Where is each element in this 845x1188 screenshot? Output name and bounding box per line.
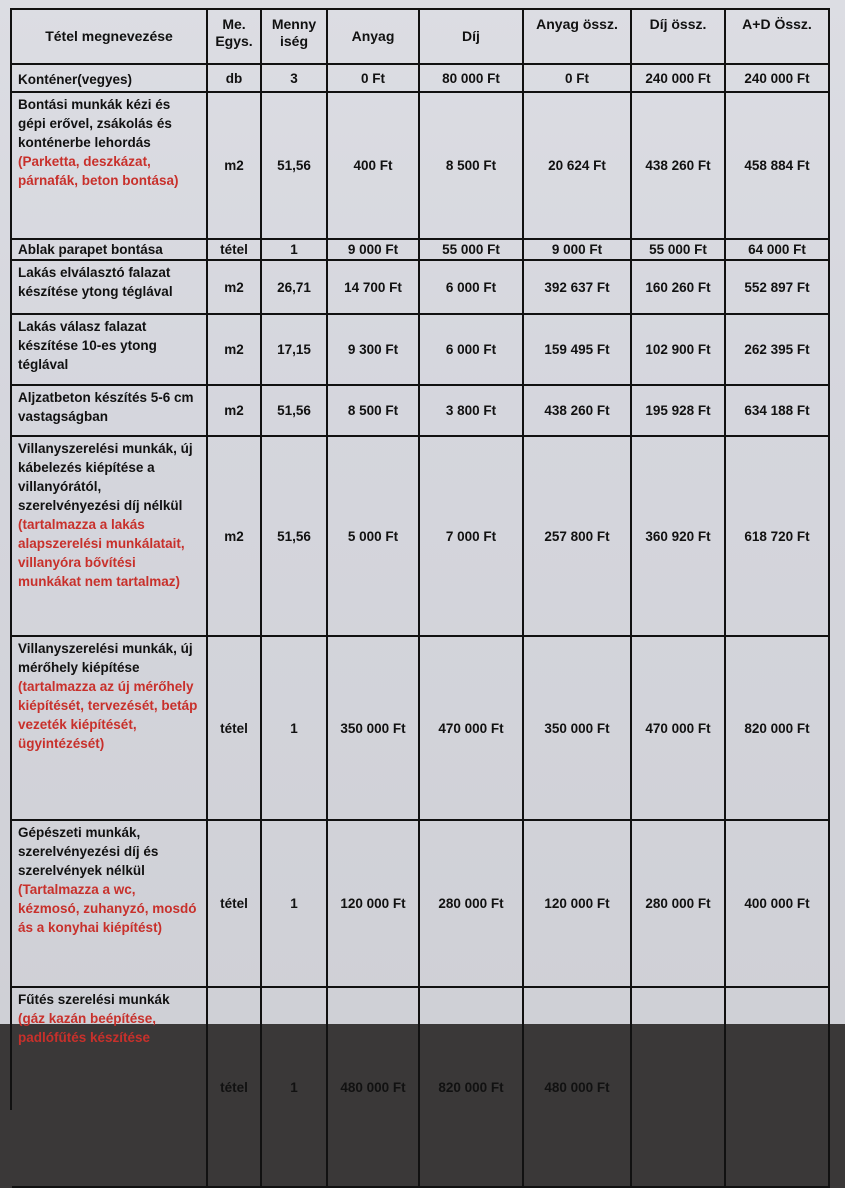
cell-qty: 51,56 [262,386,328,437]
cell-total: 262 395 Ft [726,315,830,386]
header-item: Tétel megnevezése [12,10,208,65]
cell-material-total: 438 260 Ft [524,386,632,437]
cell-fee: 3 800 Ft [420,386,524,437]
cell-unit: tétel [208,240,262,261]
item-name: Gépészeti munkák, szerelvényezési díj és szerelvények nélkül [18,825,159,878]
cell-material-total: 257 800 Ft [524,437,632,637]
cell-qty: 26,71 [262,261,328,315]
table-row-item [12,637,208,821]
cell-total [726,988,830,1188]
cell-unit: m2 [208,315,262,386]
cell-unit: m2 [208,386,262,437]
cell-total: 240 000 Ft [726,65,830,93]
item-name: Ablak parapet bontása [18,242,163,257]
cell-fee: 6 000 Ft [420,315,524,386]
cell-qty: 1 [262,988,328,1188]
cell-fee: 470 000 Ft [420,637,524,821]
header-total: A+D Össz. [726,10,830,65]
item-note: (gáz kazán beépítése, padlófűtés készítése [18,1011,157,1045]
header-fee: Díj [420,10,524,65]
cell-material-total: 480 000 Ft [524,988,632,1188]
cell-material-total: 350 000 Ft [524,637,632,821]
cell-material-total: 120 000 Ft [524,821,632,988]
cell-fee: 80 000 Ft [420,65,524,93]
cell-fee-total: 438 260 Ft [632,93,726,240]
cell-material: 14 700 Ft [328,261,420,315]
table-row-item [12,821,208,988]
cell-qty: 51,56 [262,93,328,240]
cell-fee-total: 240 000 Ft [632,65,726,93]
cell-qty: 1 [262,637,328,821]
cell-fee: 820 000 Ft [420,988,524,1188]
cell-fee: 280 000 Ft [420,821,524,988]
item-name: Bontási munkák kézi és gépi erővel, zsákolás és konténerbe lehordás [18,97,172,150]
cell-fee: 7 000 Ft [420,437,524,637]
cell-material-total: 159 495 Ft [524,315,632,386]
cell-total: 618 720 Ft [726,437,830,637]
cell-fee-total: 55 000 Ft [632,240,726,261]
cell-unit: m2 [208,437,262,637]
cell-fee: 55 000 Ft [420,240,524,261]
cell-material: 120 000 Ft [328,821,420,988]
table-row-item [12,437,208,637]
header-qty: Menny iség [262,10,328,65]
item-name: Fűtés szerelési munkák [18,992,170,1007]
cell-qty: 1 [262,240,328,261]
cell-material-total: 0 Ft [524,65,632,93]
cell-unit: m2 [208,93,262,240]
cell-fee-total: 360 920 Ft [632,437,726,637]
table-row-item [12,65,208,93]
cell-material-total: 392 637 Ft [524,261,632,315]
cell-material: 350 000 Ft [328,637,420,821]
table-row-item [12,240,208,261]
table-row-item [12,93,208,240]
cell-fee-total: 160 260 Ft [632,261,726,315]
table-row-item [12,386,208,437]
table-row-item [12,261,208,315]
cell-unit: tétel [208,637,262,821]
cell-fee: 8 500 Ft [420,93,524,240]
cell-material: 5 000 Ft [328,437,420,637]
cell-total: 552 897 Ft [726,261,830,315]
cell-qty: 17,15 [262,315,328,386]
item-name: Konténer(vegyes) [18,72,133,87]
item-name: Lakás válasz falazat készítése 10-es ytong téglával [18,319,157,372]
item-note: (Parketta, deszkázat, párnafák, beton bontása) [18,154,179,188]
cell-material: 400 Ft [328,93,420,240]
cell-fee-total: 102 900 Ft [632,315,726,386]
cell-qty: 3 [262,65,328,93]
header-material-total: Anyag össz. [524,10,632,65]
cost-table [10,8,830,1110]
cell-fee-total: 195 928 Ft [632,386,726,437]
cell-unit: tétel [208,988,262,1188]
table-row-item [12,988,208,1188]
cell-unit: m2 [208,261,262,315]
cell-total: 820 000 Ft [726,637,830,821]
header-unit: Me. Egys. [208,10,262,65]
header-fee-total: Díj össz. [632,10,726,65]
cell-total: 64 000 Ft [726,240,830,261]
header-material: Anyag [328,10,420,65]
item-note: (tartalmazza az új mérőhely kiépítését, tervezését, betáp vezeték kiépítését, ügyintézését) [18,679,198,751]
cell-material: 9 300 Ft [328,315,420,386]
cell-material: 480 000 Ft [328,988,420,1188]
cell-fee-total: 470 000 Ft [632,637,726,821]
cell-fee-total [632,988,726,1188]
cell-material: 8 500 Ft [328,386,420,437]
cell-total: 634 188 Ft [726,386,830,437]
cell-qty: 1 [262,821,328,988]
item-name: Villanyszerelési munkák, új kábelezés kiépítése a villanyórától, szerelvényezési díj nélkül [18,441,193,513]
cell-material-total: 20 624 Ft [524,93,632,240]
cell-fee-total: 280 000 Ft [632,821,726,988]
cell-unit: db [208,65,262,93]
item-note: (Tartalmazza a wc, kézmosó, zuhanyzó, mosdó ás a konyhai kiépítést) [18,882,197,935]
cell-material: 9 000 Ft [328,240,420,261]
item-note: (tartalmazza a lakás alapszerelési munkálatait, villanyóra bővítési munkákat nem tartalmaz) [18,517,185,589]
cell-material: 0 Ft [328,65,420,93]
item-name: Aljzatbeton készítés 5-6 cm vastagságban [18,390,194,424]
cell-qty: 51,56 [262,437,328,637]
table-row-item [12,315,208,386]
cell-fee: 6 000 Ft [420,261,524,315]
cell-total: 400 000 Ft [726,821,830,988]
cell-unit: tétel [208,821,262,988]
cell-total: 458 884 Ft [726,93,830,240]
item-name: Villanyszerelési munkák, új mérőhely kiépítése [18,641,193,675]
item-name: Lakás elválasztó falazat készítése ytong téglával [18,265,173,299]
cell-material-total: 9 000 Ft [524,240,632,261]
